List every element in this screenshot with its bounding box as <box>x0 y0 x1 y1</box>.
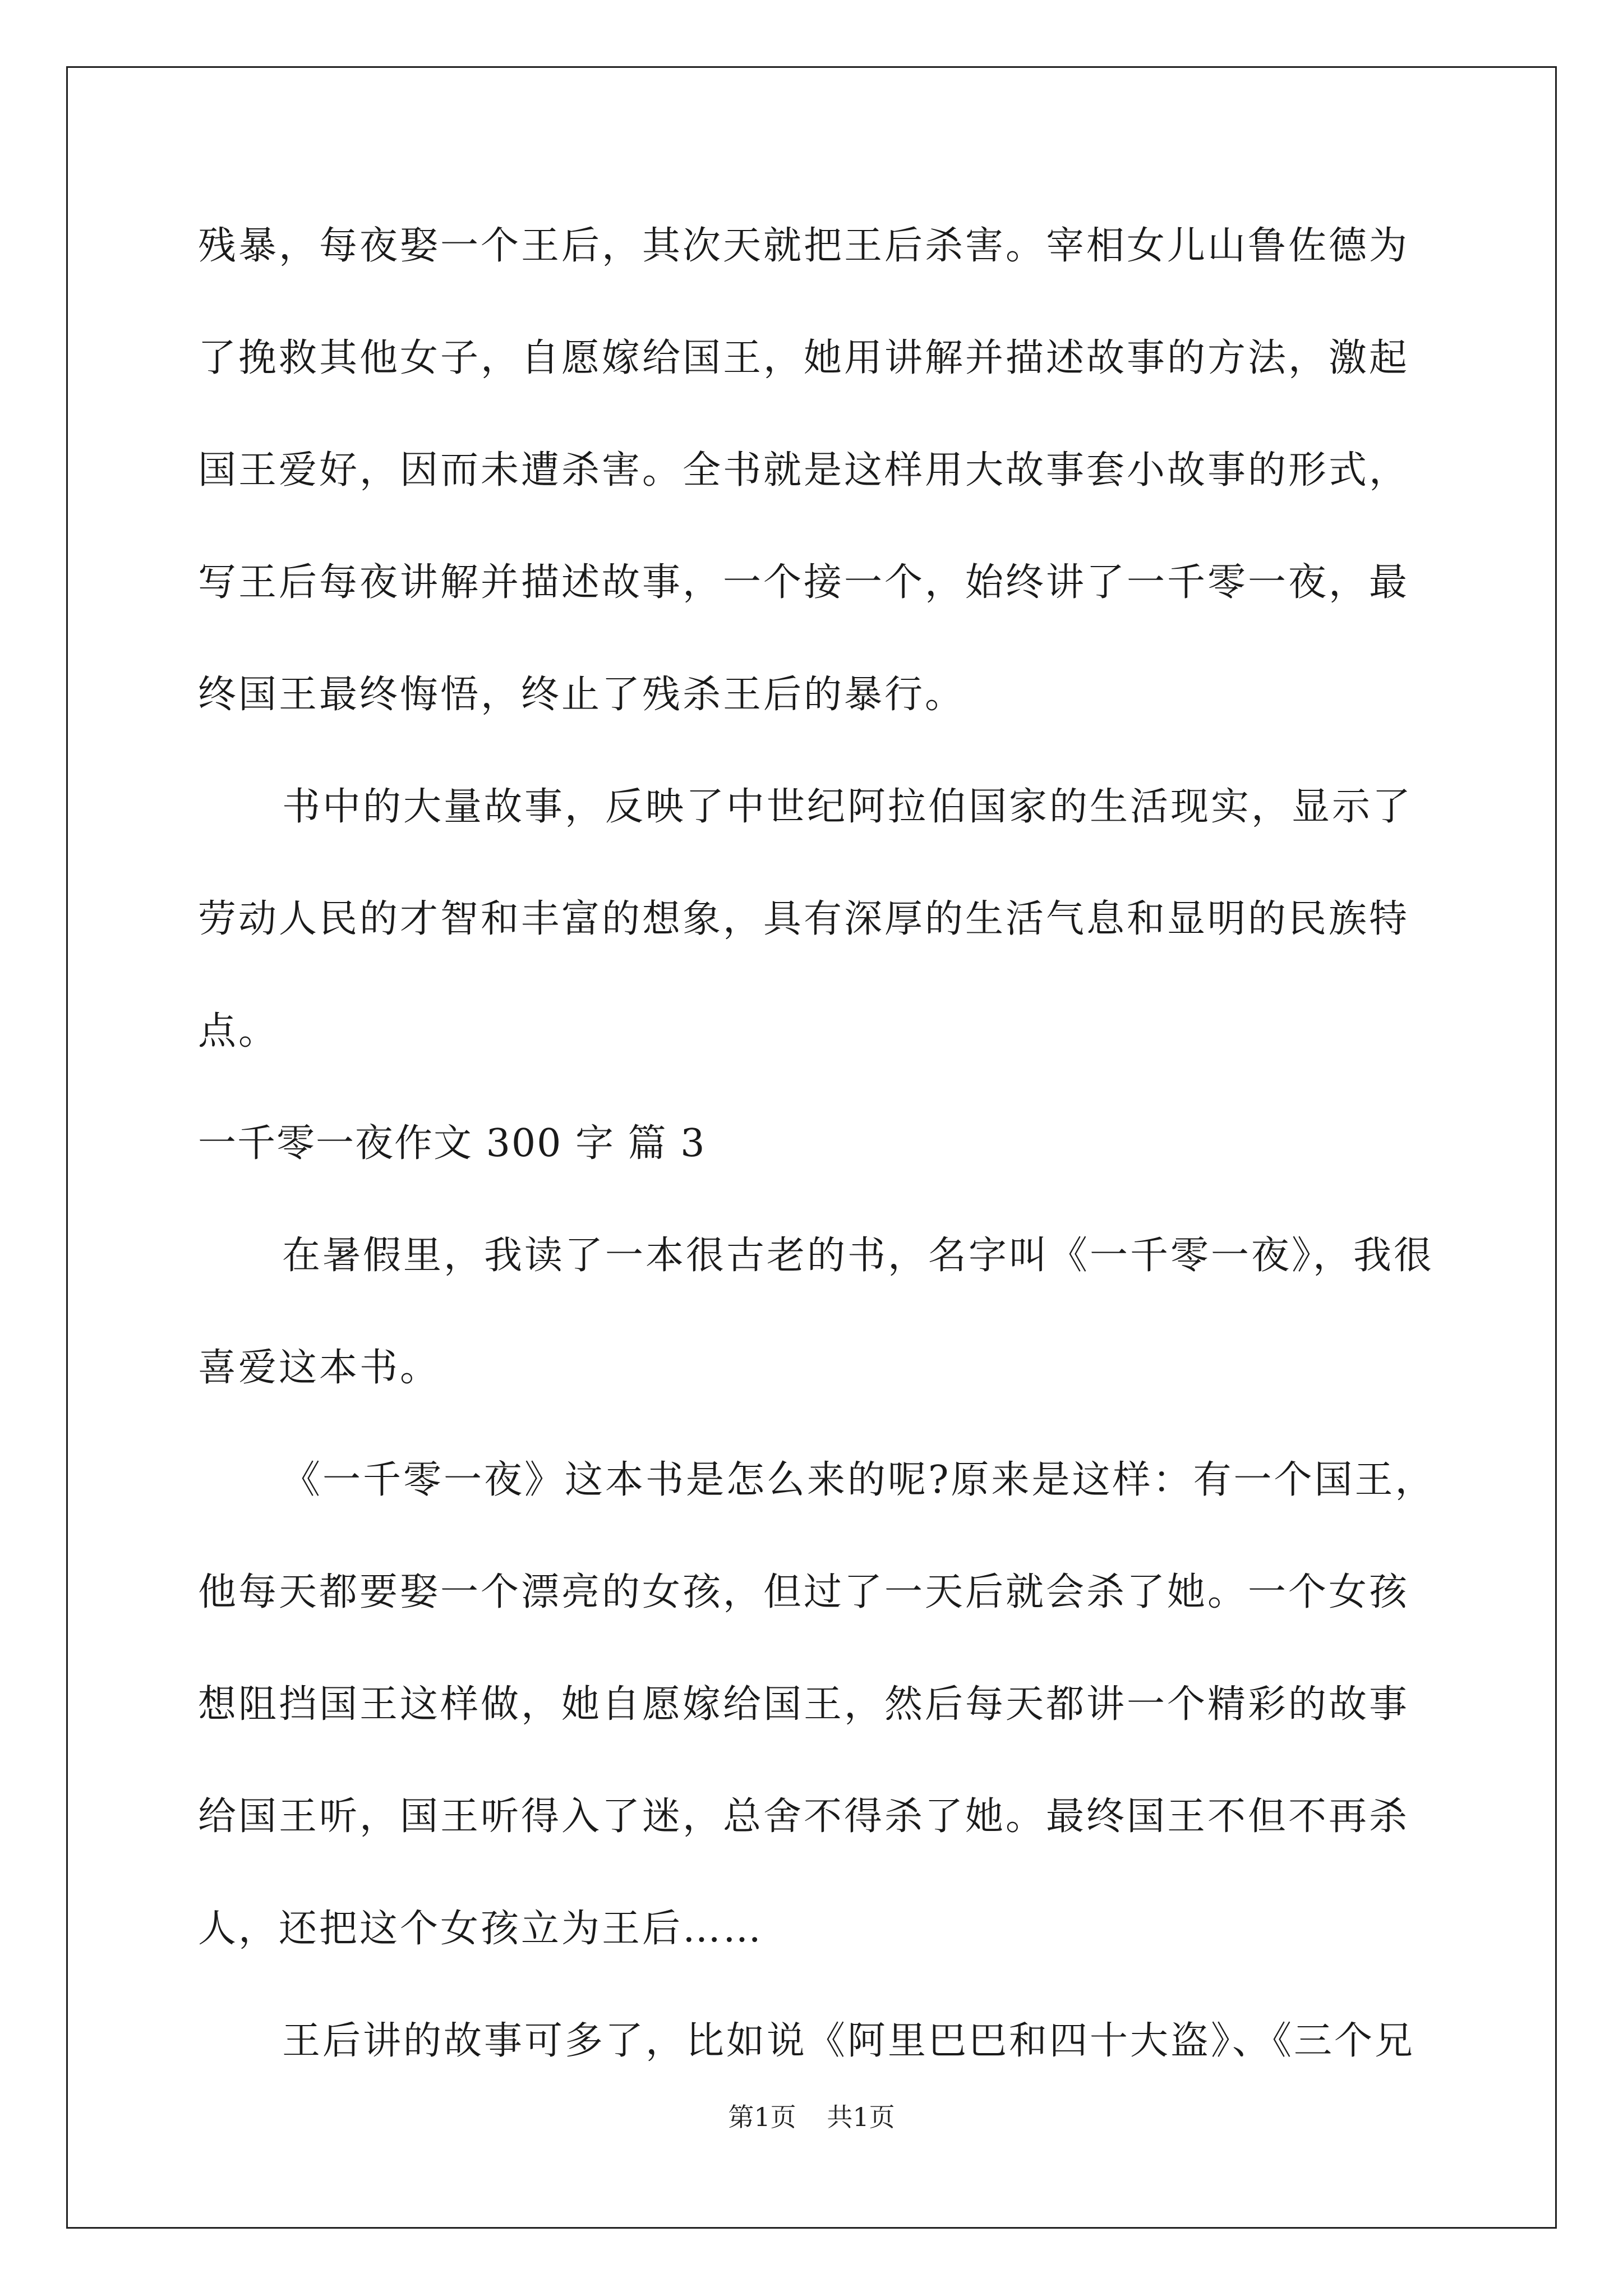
text-line: 《一千零一夜》这本书是怎么来的呢?原来是这样：有一个国王， <box>282 1458 1436 1502</box>
text-line: 喜爱这本书。 <box>198 1346 441 1390</box>
text-line: 他每天都要娶一个漂亮的女孩，但过了一天后就会杀了她。一个女孩 <box>198 1570 1410 1614</box>
text-line: 劳动人民的才智和丰富的想象，具有深厚的生活气息和显明的民族特 <box>198 897 1410 941</box>
text-line: 给国王听，国王听得入了迷，总舍不得杀了她。最终国王不但不再杀 <box>198 1795 1410 1839</box>
text-line: 书中的大量故事，反映了中世纪阿拉伯国家的生活现实，显示了 <box>282 785 1413 829</box>
text-line: 残暴，每夜娶一个王后，其次天就把王后杀害。宰相女儿山鲁佐德为 <box>198 224 1410 268</box>
text-line: 在暑假里，我读了一本很古老的书，名字叫《一千零一夜》，我很 <box>282 1234 1435 1278</box>
section-heading: 一千零一夜作文 300 字 篇 3 <box>198 1121 706 1166</box>
text-line: 终国王最终悔悟，终止了残杀王后的暴行。 <box>198 673 966 717</box>
text-line: 了挽救其他女子，自愿嫁给国王，她用讲解并描述故事的方法，激起 <box>198 336 1410 380</box>
text-line: 点。 <box>198 1009 279 1053</box>
document-body <box>198 216 1436 2123</box>
text-line: 写王后每夜讲解并描述故事，一个接一个，始终讲了一千零一夜，最 <box>198 560 1410 605</box>
text-line: 王后讲的故事可多了，比如说《阿里巴巴和四十大盗》、《三个兄 <box>282 2019 1415 2063</box>
page-total: 共1页 <box>827 2102 895 2132</box>
page-footer <box>0 2097 1623 2134</box>
text-line: 想阻挡国王这样做，她自愿嫁给国王，然后每天都讲一个精彩的故事 <box>198 1682 1410 1727</box>
text-line: 人，还把这个女孩立为王后…… <box>198 1907 764 1951</box>
page-number: 第1页 <box>728 2102 796 2132</box>
text-line: 国王爱好，因而未遭杀害。全书就是这样用大故事套小故事的形式， <box>198 448 1410 493</box>
